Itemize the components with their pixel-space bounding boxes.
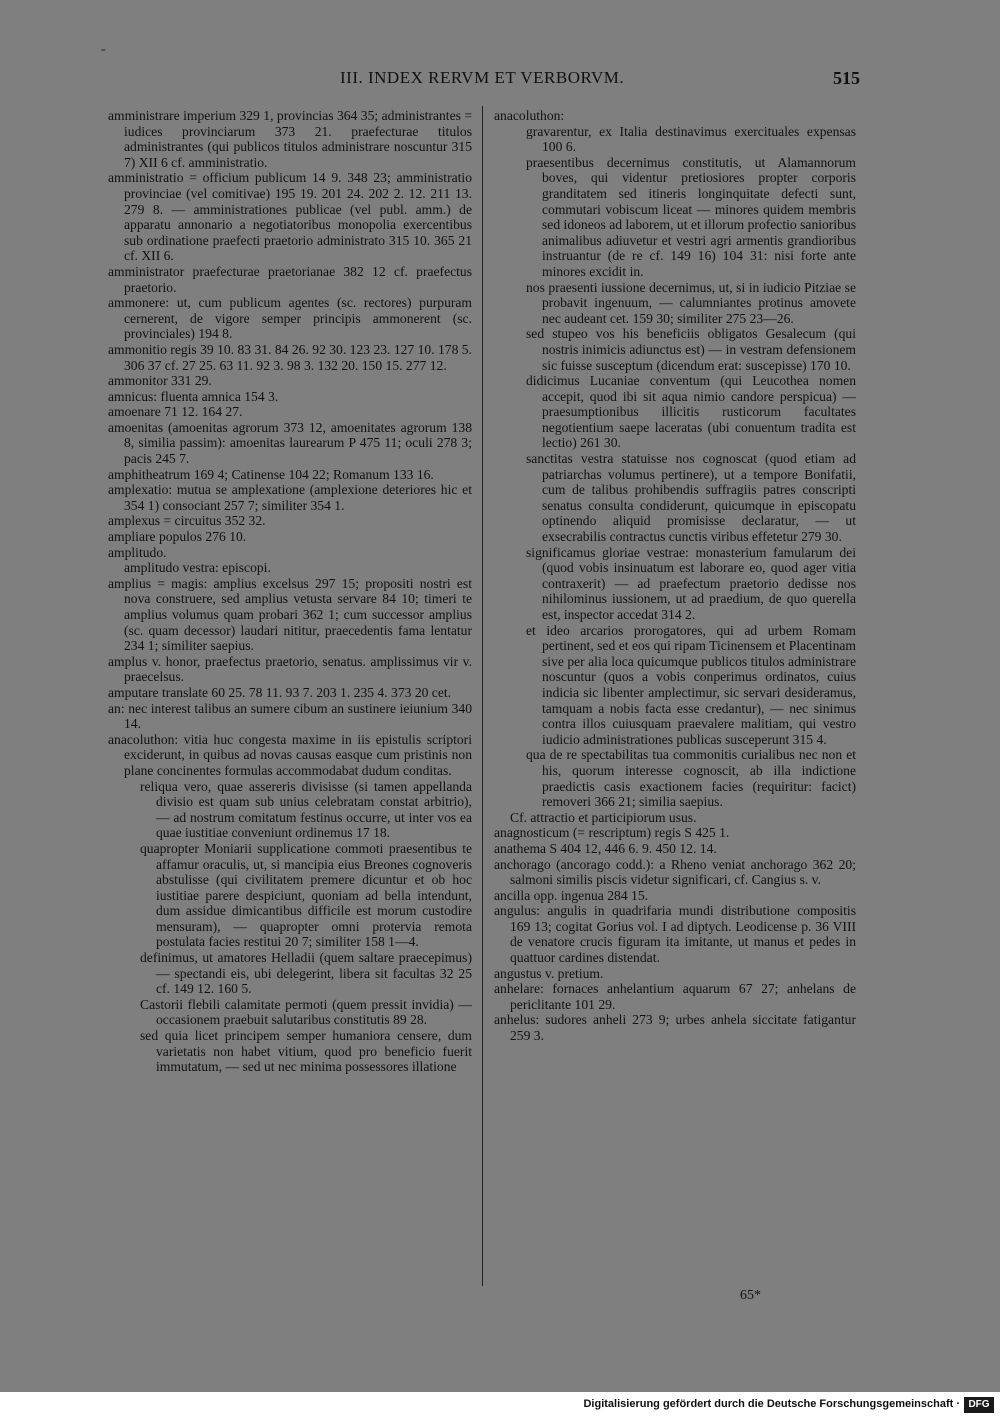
index-subentry: qua de re spectabilitas tua commonitis curialibus nec non et his, quorum interesse cognoscit, ab illa indictione praedictis casis exactionem facies (requiritur: facict) removeri 366 21; similia saepius. <box>526 747 856 810</box>
margin-mark: - <box>101 42 106 57</box>
index-subentry: amplitudo vestra: episcopi. <box>124 560 271 576</box>
dfg-logo: DFG <box>964 1397 994 1413</box>
index-entry: amplexus = circuitus 352 32. <box>108 513 266 529</box>
index-subentry: sanctitas vestra statuisse nos cognoscat (quod etiam ad patriarchas volumus pertinere), ut a tempore Bonifatii, cum de talibus prohibendis suffragiis patres conscripti senatus consulta condiderunt, quicumque in episcopatu optinendo aliquid promisisse declaratur, — ut exsecrabilis contractus cunctis viribus effetetur 279 30. <box>526 451 856 545</box>
right-column <box>494 108 856 1044</box>
footer-bar <box>0 1392 1000 1420</box>
index-entry: amoenare 71 12. 164 27. <box>108 404 243 420</box>
running-header <box>340 68 860 94</box>
index-subentry: Castorii flebili calamitate permoti (quem pressit invidia) — occasionem praebuit salutaribus constitutis 89 28. <box>140 996 472 1028</box>
index-subentry: quapropter Moniarii supplicatione commoti praesentibus te affamur oraculis, ut, si mancipia eius Breones cognoveris abstulisse (qui civilitatem premere dicuntur et ob hoc iustitiae parere despiciunt, quoniam ad bella intendunt, dum assidue dimicantibus difficile est morum custodire mensuram), — quapropter omni protervia remota postulata facies restitui 20 7; similiter 158 1—4. <box>140 840 472 950</box>
index-entry: amplexatio: mutua se amplexatione (amplexione deteriores hic et 354 1) consociant 257 7; similiter 354 1. <box>108 482 472 513</box>
index-entry: ampliare populos 276 10. <box>108 529 247 545</box>
index-subentry: et ideo arcarios prorogatores, qui ad urbem Romam pertinent, sed et eos qui ripam Ticinensem et Placentinam sive per alia loca quicumque publicos titulos administrare noscuntur (quos a vobis conperimus ordinatos, cuius indicia sic libenter amplectimur, sic servari desideramus, tamquam a nobis facta esse credantur), — nec sinimus contra illos cuiusquam praevalere malitiam, qui vestro iudicio administrationes publicas susceperunt 315 4. <box>526 622 856 747</box>
index-subentry: reliqua vero, quae assereris divisisse (si tamen appellanda divisio est quam sub unius celebratam constat arbitrio), — ad nostrum comitatum festinus occurre, ut inter vos ea quae iustitiae conveniunt ordinemus 17 18. <box>140 778 472 841</box>
index-entry: ammonitio regis 39 10. 83 31. 84 26. 92 30. 123 23. 127 10. 178 5. 306 37 cf. 27 25. 63 11. 92 3. 98 3. 132 20. 150 15. 277 12. <box>108 341 472 373</box>
index-entry: amministrare imperium 329 1, provincias 364 35; administrantes = iudices provinciarum 373 21. praefecturae titulos administrantes (qui publicos titulos administrare noscuntur 315 7) XII 6 cf. amministratio. <box>108 108 472 170</box>
index-entry: amnicus: fluenta amnica 154 3. <box>108 388 279 404</box>
cross-reference: Cf. attractio et participiorum usus. <box>510 809 697 825</box>
index-subentry: significamus gloriae vestrae: monasterium famularum dei (quod vobis insinuatum est laborare eo, quod ager vitia contraxerit) — ad praefectum praetorio dedisse nos nihilominus iussionem, ut ad praedium, de quo querella est, inspector accedat 314 2. <box>526 544 856 622</box>
left-column <box>108 108 472 1075</box>
index-subentry: didicimus Lucaniae conventum (qui Leucothea nomen accepit, quod ibi sit aqua nimio candore perspicua) — praesumptionibus illicitis rusticorum facultates negotientium saepe laceratas (ubi conuentum tradita est lectio) 261 30. <box>526 373 856 451</box>
index-entry-heading: anacoluthon: <box>494 108 565 123</box>
index-subentry: praesentibus decernimus constitutis, ut Alamannorum boves, qui videntur pretiosiores propter corporis granditatem sed itineris longinquitate defecti sunt, commutari vobiscum liceat — minores quidem membris sed idoneos ad laborem, ut et illorum profectio sanioribus animalibus adiuvetur et vestri agri armentis grandioribus instruantur (de re cf. 149 16) 104 31: nisi forte ante minores excidit in. <box>526 154 856 279</box>
index-subentry: sed quia licet principem semper humaniora censere, dum varietatis non habet vitium, quod pro beneficio fuerit immutatum, — sed ut nec minima possessores illatione <box>140 1028 472 1075</box>
index-subentry: gravarentur, ex Italia destinavimus exercituales expensas 100 6. <box>526 123 856 155</box>
index-entry: amputare translate 60 25. 78 11. 93 7. 203 1. 235 4. 373 20 cet. <box>108 684 452 700</box>
index-entry: anathema S 404 12, 446 6. 9. 450 12. 14. <box>494 840 717 856</box>
index-entry: angustus v. pretium. <box>494 965 604 981</box>
index-entry: anhelare: fornaces anhelantium aquarum 67 27; anhelans de periclitante 101 29. <box>494 981 856 1012</box>
index-entry: angulus: angulis in quadrifaria mundi distributione compositis 169 13; cogitat Gorius vol. I ad diptych. Leodicense p. 36 VIII de venatore crucis figuram ita imitante, ut manus et pedes in quattuor cardines distendat. <box>494 903 856 966</box>
index-entry: amplus v. honor, praefectus praetorio, senatus. amplissimus vir v. praecelsus. <box>108 653 472 685</box>
index-entry: ammonitor 331 29. <box>108 373 212 389</box>
page-number: 515 <box>833 68 860 88</box>
index-entry: amoenitas (amoenitas agrorum 373 12, amoenitates agrorum 138 8, similia passim): amoenitas laurearum P 475 11; oculi 278 3; pacis 245 7. <box>108 419 472 467</box>
column-divider <box>482 106 483 1286</box>
index-subentry: nos praesenti iussione decernimus, ut, si in iudicio Pitziae se probavit ingenuum, — calumniantes protinus amovete nec audeant cet. 159 30; similiter 275 23—26. <box>526 279 856 326</box>
index-entry: amphitheatrum 169 4; Catinense 104 22; Romanum 133 16. <box>108 466 434 482</box>
index-entry: ancilla opp. ingenua 284 15. <box>494 887 649 903</box>
index-entry: anacoluthon: vitia huc congesta maxime in iis epistulis scriptori exciderunt, in quibus ad novas causas easque cum pristinis non plane concinentes formulas accommodabat dudum conditas. <box>108 731 472 778</box>
index-entry: an: nec interest talibus an sumere cibum an sustinere ieiunium 340 14. <box>108 700 472 732</box>
index-entry: anhelus: sudores anheli 273 9; urbes anhela siccitate fatigantur 259 3. <box>494 1012 856 1044</box>
index-entry: amplius = magis: amplius excelsus 297 15; propositi nostri est nova construere, sed amplius vetusta servare 84 10; timeri te amplius volumus quam probari 362 1; cum successor amplius (sc. quam decessor) laudari nititur, praecedentis fama lentatur 234 1; similiter saepius. <box>108 575 472 654</box>
index-entry: amministratio = officium publicum 14 9. 348 23; amministratio provinciae (vel comitivae) 195 19. 201 24. 202 2. 12. 211 13. 279 8. — amministrationes publicae (vel publ. amm.) de apparatu annonario a negotiatoribus monopolia exercentibus sub ordinatione praefecti praetorio administrato 315 10. 365 21 cf. XII 6. <box>108 170 472 264</box>
index-entry: ammonere: ut, cum publicum agentes (sc. rectores) purpuram cernerent, de vigore semper principis ammonerent (sc. provinciales) 194 8. <box>108 295 472 342</box>
index-subentry: definimus, ut amatores Helladii (quem saltare praecepimus) — spectandi eis, ubi delegerint, libera sit facultas 32 25 cf. 149 12. 160 5. <box>140 950 472 997</box>
index-entry: anchorago (ancorago codd.): a Rheno veniat anchorago 362 20; salmoni similis piscis videtur significari, cf. Cangius s. v. <box>494 856 856 888</box>
signature-mark: 65* <box>740 1288 761 1303</box>
funding-notice: Digitalisierung gefördert durch die Deutsche Forschungsgemeinschaft · <box>583 1398 960 1410</box>
index-entry: amplitudo. <box>108 544 167 560</box>
page-title: III. INDEX RERVM ET VERBORVM. <box>340 68 625 87</box>
index-subentry: sed stupeo vos his beneficiis obligatos Gesalecum (qui nostris inimicis adiunctus est) — in vestram defensionem sic fuisse susceptum (dicendum erat: suscepisse) 170 10. <box>526 326 856 373</box>
index-entry: amministrator praefecturae praetorianae 382 12 cf. praefectus praetorio. <box>108 263 472 295</box>
index-entry: anagnosticum (= rescriptum) regis S 425 1. <box>494 825 730 841</box>
